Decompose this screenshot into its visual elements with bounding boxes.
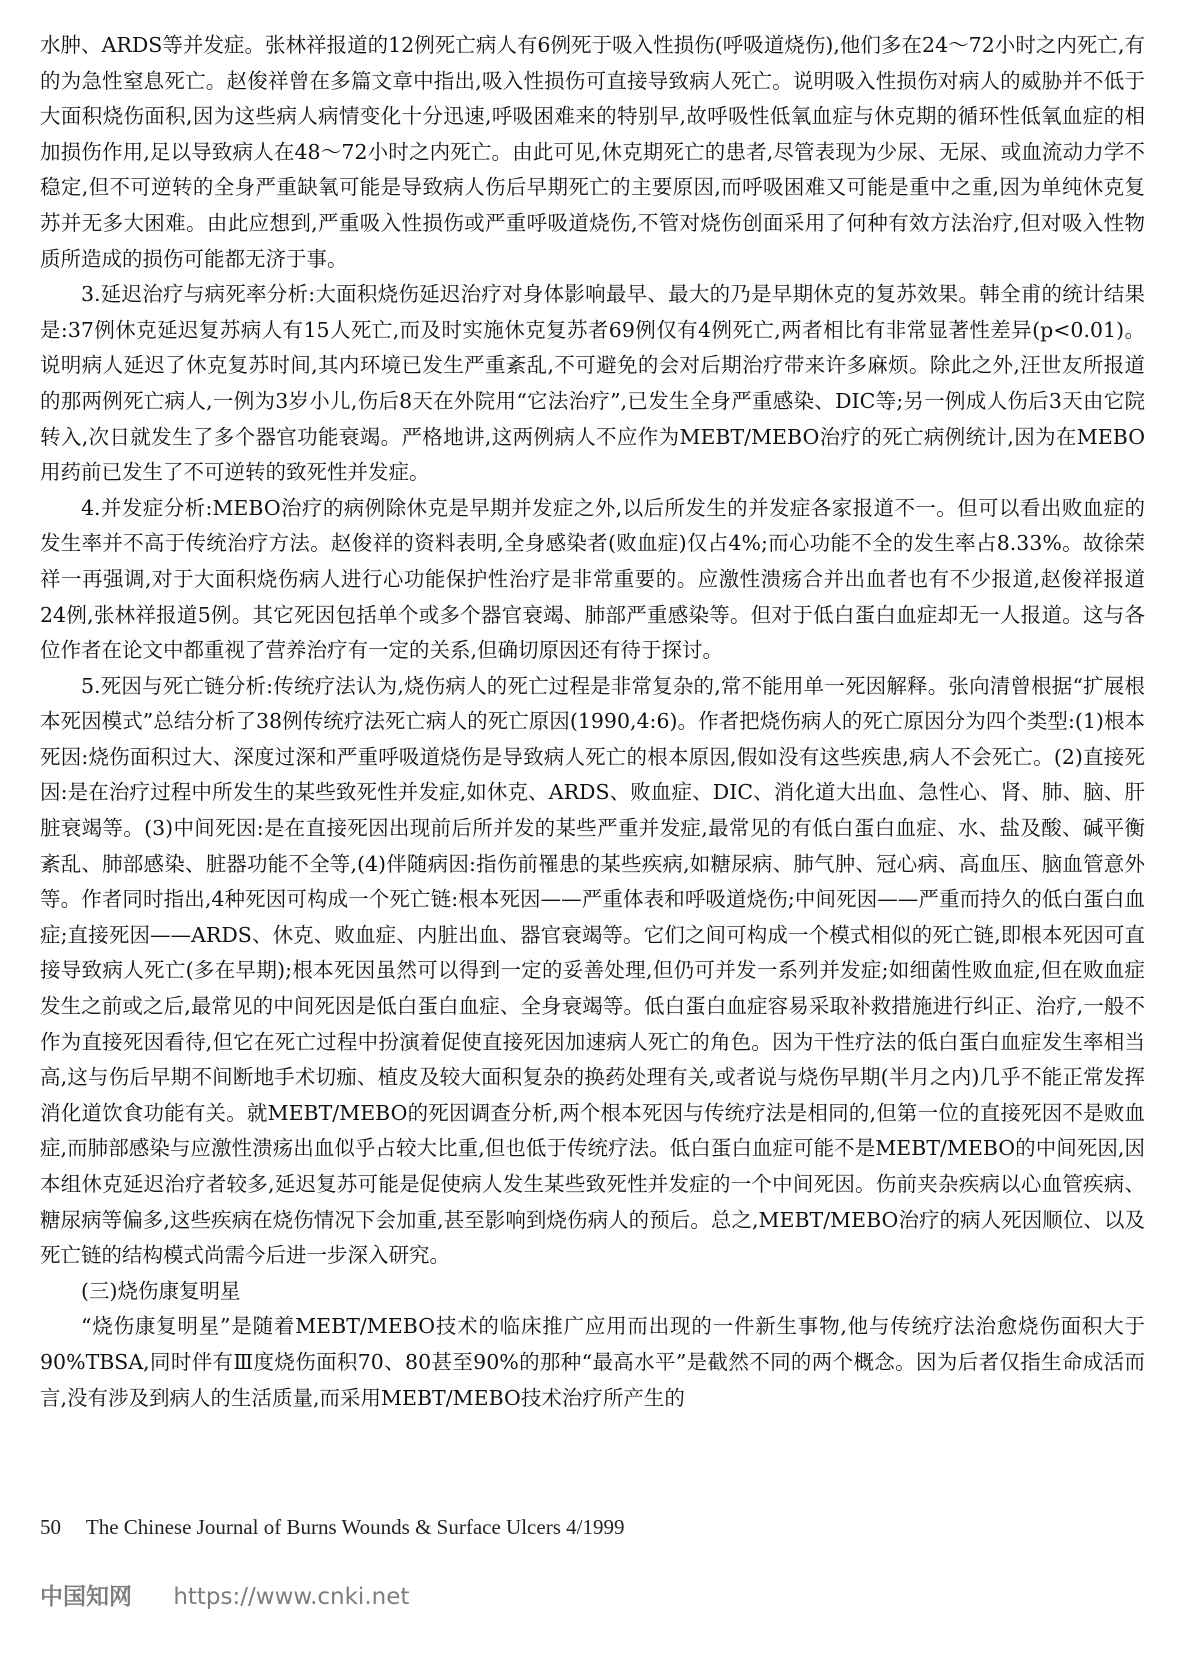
paragraph-complications: 4.并发症分析:MEBO治疗的病例除休克是早期并发症之外,以后所发生的并发症各家报道不一。但可以看出败血症的发生率并不高于传统治疗方法。赵俊祥的资料表明,全身感染者(败血症)仅占4%;而心功能不全的发生率占8.33%。故徐荣祥一再强调,对于大面积烧伤病人进行心功能保护性治疗是非常重要的。应激性溃疡合并出血者也有不少报道,赵俊祥报道24例,张林祥报道5例。其它死因包括单个或多个器官衰竭、肺部严重感染等。但对于低白蛋白血症却无一人报道。这与各位作者在论文中都重视了营养治疗有一定的关系,但确切原因还有待于探讨。 <box>40 495 1145 663</box>
cnki-watermark <box>40 1578 409 1611</box>
paragraph-death-chain: 5.死因与死亡链分析:传统疗法认为,烧伤病人的死亡过程是非常复杂的,常不能用单一死因解释。张向清曾根据“扩展根本死因模式”总结分析了38例传统疗法死亡病人的死亡原因(1990,4:6)。作者把烧伤病人的死亡原因分为四个类型:(1)根本死因:烧伤面积过大、深度过深和严重呼吸道烧伤是导致病人死亡的根本原因,假如没有这些疾患,病人不会死亡。(2)直接死因:是在治疗过程中所发生的某些致死性并发症,如休克、ARDS、败血症、DIC、消化道大出血、急性心、肾、肺、脑、肝脏衰竭等。(3)中间死因:是在直接死因出现前后所并发的某些严重并发症,最常见的有低白蛋白血症、水、盐及酸、碱平衡紊乱、肺部感染、脏器功能不全等,(4)伴随病因:指伤前罹患的某些疾病,如糖尿病、肺气肿、冠心病、高血压、脑血管意外等。作者同时指出,4种死因可构成一个死亡链:根本死因——严重体表和呼吸道烧伤;中间死因——严重而持久的低白蛋白血症;直接死因——ARDS、休克、败血症、内脏出血、器官衰竭等。它们之间可构成一个模式相似的死亡链,即根本死因可直接导致病人死亡(多在早期);根本死因虽然可以得到一定的妥善处理,但仍可并发一系列并发症;如细菌性败血症,但在败血症发生之前或之后,最常见的中间死因是低白蛋白血症、全身衰竭等。低白蛋白血症容易采取补救措施进行纠正、治疗,一般不作为直接死因看待,但它在死亡过程中扮演着促使直接死因加速病人死亡的角色。因为干性疗法的低白蛋白血症发生率相当高,这与伤后早期不间断地手术切痂、植皮及较大面积复杂的换药处理有关,或者说与烧伤早期(半月之内)几乎不能正常发挥消化道饮食功能有关。就MEBT/MEBO的死因调查分析,两个根本死因与传统疗法是相同的,但第一位的直接死因不是败血症,而肺部感染与应激性溃疡出血似乎占较大比重,但也低于传统疗法。低白蛋白血症可能不是MEBT/MEBO的中间死因,因本组休克延迟治疗者较多,延迟复苏可能是促使病人发生某些致死性并发症的一个中间死因。伤前夹杂疾病以心血管疾病、糖尿病等偏多,这些疾病在烧伤情况下会加重,甚至影响到烧伤病人的预后。总之,MEBT/MEBO治疗的病人死因顺位、以及死亡链的结构模式尚需今后进一步深入研究。 <box>40 673 1145 1268</box>
watermark-brand: 中国知网 <box>40 1584 132 1610</box>
page-footer <box>40 1515 624 1540</box>
paragraph-continuation: 水肿、ARDS等并发症。张林祥报道的12例死亡病人有6例死于吸入性损伤(呼吸道烧伤),他们多在24～72小时之内死亡,有的为急性窒息死亡。赵俊祥曾在多篇文章中指出,吸入性损伤可直接导致病人死亡。说明吸入性损伤对病人的威胁并不低于大面积烧伤面积,因为这些病人病情变化十分迅速,呼吸困难来的特别早,故呼吸性低氧血症与休克期的循环性低氧血症的相加损伤作用,足以导致病人在48～72小时之内死亡。由此可见,休克期死亡的患者,尽管表现为少尿、无尿、或血流动力学不稳定,但不可逆转的全身严重缺氧可能是导致病人伤后早期死亡的主要原因,而呼吸困难又可能是重中之重,因为单纯休克复苏并无多大困难。由此应想到,严重吸入性损伤或严重呼吸道烧伤,不管对烧伤创面采用了何种有效方法治疗,但对吸入性物质所造成的损伤可能都无济于事。 <box>40 33 1145 271</box>
section-heading: (三)烧伤康复明星 <box>81 1278 241 1303</box>
journal-citation: The Chinese Journal of Burns Wounds & Surface Ulcers 4/1999 <box>85 1515 625 1539</box>
article-body <box>40 28 1145 1416</box>
paragraph-delayed-treatment: 3.延迟治疗与病死率分析:大面积烧伤延迟治疗对身体影响最早、最大的乃是早期休克的复苏效果。韩全甫的统计结果是:37例休克延迟复苏病人有15人死亡,而及时实施休克复苏者69例仅有4例死亡,两者相比有非常显著性差异(p<0.01)。说明病人延迟了休克复苏时间,其内环境已发生严重紊乱,不可避免的会对后期治疗带来许多麻烦。除此之外,汪世友所报道的那两例死亡病人,一例为3岁小儿,伤后8天在外院用“它法治疗”,已发生全身严重感染、DIC等;另一例成人伤后3天由它院转入,次日就发生了多个器官功能衰竭。严格地讲,这两例病人不应作为MEBT/MEBO治疗的死亡病例统计,因为在MEBO用药前已发生了不可逆转的致死性并发症。 <box>40 282 1145 485</box>
paragraph-rehab-star: “烧伤康复明星”是随着MEBT/MEBO技术的临床推广应用而出现的一件新生事物,他与传统疗法治愈烧伤面积大于90%TBSA,同时伴有Ⅲ度烧伤面积70、80甚至90%的那种“最高水平”是截然不同的两个概念。因为后者仅指生命成活而言,没有涉及到病人的生活质量,而采用MEBT/MEBO技术治疗所产生的 <box>40 1314 1145 1410</box>
watermark-url[interactable]: https://www.cnki.net <box>173 1584 410 1610</box>
page-number: 50 <box>40 1515 61 1539</box>
